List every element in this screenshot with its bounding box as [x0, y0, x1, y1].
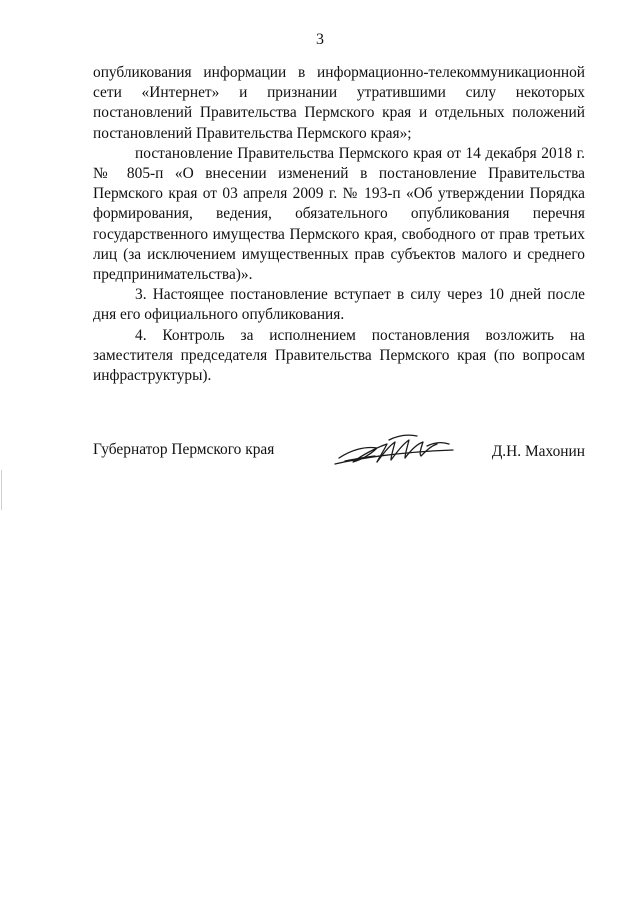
signatory-position: Губернатор Пермского края — [93, 441, 275, 458]
paragraph-resolution-805: постановление Правительства Пермского края от 14 декабря 2018 г. № 805-п «О внесении изменений в постановление Правительства Пермского края от 03 апреля 2009 г. № 193-п «Об утверждении Порядка формирования, ведения, обязательного опубликования перечня государственного имущества Пермского края, свободного от прав третьих лиц (за исключением имущественных прав субъектов малого и среднего предпринимательства)». — [93, 144, 585, 284]
handwritten-signature — [331, 428, 461, 474]
signature-block — [93, 440, 585, 480]
page-number: 3 — [316, 31, 324, 48]
document-body — [93, 63, 585, 386]
paragraph-continuation: опубликования информации в информационно-телекоммуникационной сети «Интернет» и признании утратившими силу некоторых постановлений Правительства Пермского края и отдельных положений постановлений Правительства Пермского края»; — [93, 64, 585, 142]
paragraph-item-4: 4. Контроль за исполнением постановления возложить на заместителя председателя Правительства Пермского края (по вопросам инфраструктуры). — [93, 326, 585, 385]
paragraph-item-3: 3. Настоящее постановление вступает в силу через 10 дней после дня его официального опубликования. — [93, 286, 585, 324]
scan-edge-mark — [1, 470, 2, 510]
signatory-name: Д.Н. Махонин — [491, 443, 585, 460]
